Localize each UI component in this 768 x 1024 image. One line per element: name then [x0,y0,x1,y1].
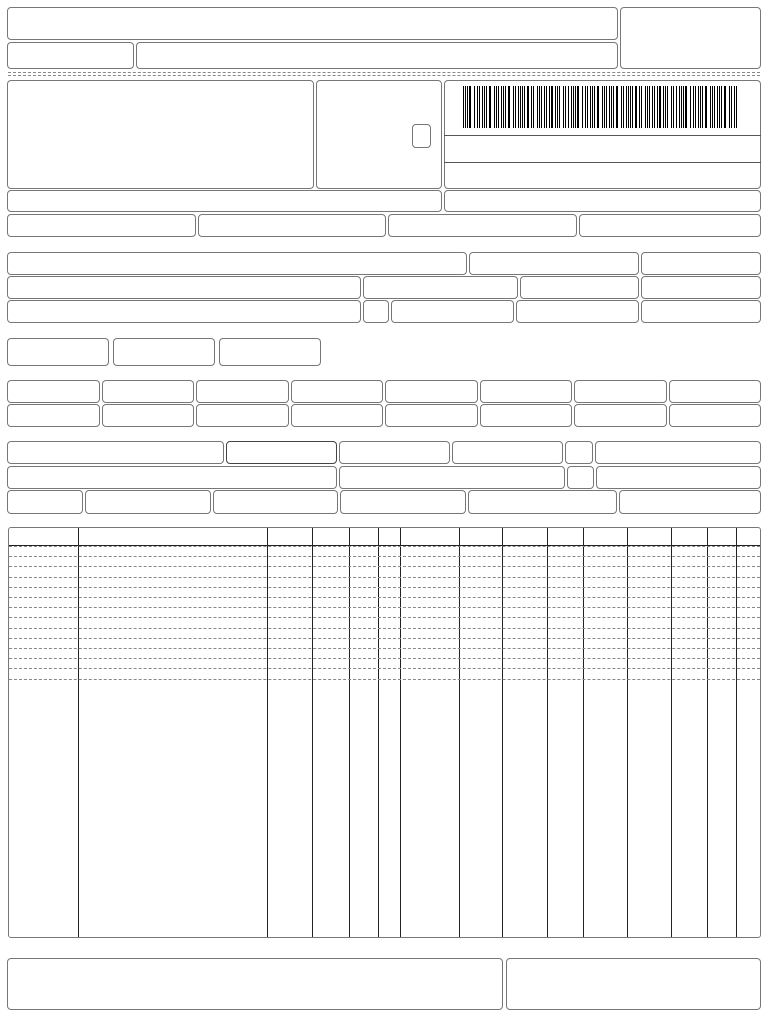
barcode-bar [597,86,599,128]
cut-line-top-2 [8,75,760,76]
barcode-bar [484,86,485,128]
barcode-bar [513,86,514,128]
barcode-bar [645,86,646,128]
shipment-field-10[interactable] [85,490,211,514]
shipment-field-1[interactable] [7,441,224,464]
sender-checkbox[interactable] [412,124,431,148]
barcode-bar [705,86,707,128]
barcode-bar [685,86,687,128]
items-table-column-divider [547,528,548,937]
recipient-country-field[interactable] [444,190,761,212]
items-table-row-line [9,658,760,659]
recipient-field-f[interactable] [516,300,639,323]
items-table-row-line [9,638,760,639]
items-table-row-line [9,628,760,629]
barcode-bar [698,86,699,128]
shipment-field-12[interactable] [340,490,466,514]
items-table-row-line [9,607,760,608]
info-field-1[interactable] [7,214,196,237]
shipment-field-11[interactable] [213,490,338,514]
barcode-bar [606,86,607,128]
barcode-bar [577,86,579,128]
barcode-bar [667,86,668,128]
detail-field-r2-c2[interactable] [102,404,195,427]
barcode-bar [505,86,506,128]
shipment-field-2[interactable] [226,441,337,464]
barcode-bar [611,86,612,128]
barcode-bar [587,86,588,128]
info-field-3[interactable] [388,214,577,237]
barcode-bar [533,86,534,128]
form-code-field[interactable] [7,42,134,69]
detail-field-r1-c8[interactable] [669,380,762,403]
barcode-bar [604,86,605,128]
items-table-row-line [9,587,760,588]
recipient-field-g[interactable] [641,300,761,323]
barcode-bar [563,86,564,128]
barcode-bar [712,86,713,128]
barcode-bar [489,86,491,128]
barcode-bar [522,86,523,128]
barcode-bar [734,86,735,128]
barcode-bar [647,86,648,128]
shipment-check-1[interactable] [565,441,593,464]
barcode-bar [575,86,576,128]
barcode-bar [482,86,483,128]
barcode-bar [479,86,480,128]
items-table-row-line [9,577,760,578]
barcode-bar [469,86,471,128]
barcode-bar [551,86,553,128]
barcode-bar [652,86,653,128]
detail-field-r2-c4[interactable] [291,404,384,427]
barcode-bar [486,86,487,128]
items-table-column-divider [459,528,460,937]
barcode-image [463,86,739,128]
shipment-field-4[interactable] [452,441,563,464]
recipient-field-e[interactable] [641,276,761,299]
barcode-divider-2 [444,162,761,163]
cut-line-top [8,72,760,73]
detail-field-r2-c3[interactable] [196,404,289,427]
barcode-bar [571,86,572,128]
barcode-bar [632,86,633,128]
barcode-bar [474,86,475,128]
items-table-row-line [9,546,760,547]
info-field-2[interactable] [198,214,386,237]
shipment-field-7[interactable] [339,466,565,489]
barcode-bar [635,86,637,128]
barcode-bar [702,86,703,128]
recipient-address-field[interactable] [7,276,361,299]
barcode-bar [736,86,737,128]
barcode-bar [546,86,547,128]
barcode-bar [710,86,711,128]
barcode-bar [503,86,504,128]
barcode-bar [508,86,510,128]
recipient-checkbox[interactable] [363,300,389,323]
barcode-bar [555,86,556,128]
barcode-bar [721,86,722,128]
recipient-field-d[interactable] [520,276,639,299]
barcode-bar [628,86,629,128]
form-title-field[interactable] [7,7,618,40]
detail-field-r1-c1[interactable] [7,380,100,403]
barcode-bar [544,86,545,128]
form-subtitle-field[interactable] [136,42,618,69]
barcode-bar [616,86,618,128]
barcode-bar [621,86,622,128]
barcode-bar [630,86,631,128]
barcode-bar [463,86,464,128]
barcode-bar [477,86,478,128]
barcode-bar [585,86,586,128]
barcode-bar [518,86,519,128]
form-number-box[interactable] [620,7,761,69]
shipment-field-5[interactable] [595,441,761,464]
detail-field-r1-c2[interactable] [102,380,195,403]
barcode-bar [590,86,591,128]
sender-country-field[interactable] [7,190,442,212]
items-table-row-line [9,566,760,567]
recipient-postal-field[interactable] [391,300,514,323]
barcode-bar [719,86,720,128]
barcode-bar [515,86,516,128]
recipient-field-b[interactable] [641,252,761,275]
barcode-bar [501,86,502,128]
barcode-bar [602,86,603,128]
detail-field-r2-c7[interactable] [574,404,667,427]
items-table-column-divider [267,528,268,937]
items-table-row-line [9,679,760,680]
barcode-bar [531,86,532,128]
items-table-column-divider [502,528,503,937]
barcode-bar [731,86,732,128]
barcode-bar [465,86,466,128]
detail-field-r2-c5[interactable] [385,404,478,427]
recipient-field-c[interactable] [363,276,518,299]
barcode-bar [659,86,661,128]
barcode-bar [663,86,664,128]
barcode-bar [494,86,495,128]
items-table-row-line [9,668,760,669]
items-table-column-divider [583,528,584,937]
detail-field-r2-c1[interactable] [7,404,100,427]
barcode-bar [724,86,726,128]
barcode-bar [496,86,497,128]
detail-field-r2-c6[interactable] [480,404,573,427]
barcode-bar [654,86,655,128]
recipient-name-field[interactable] [7,252,467,275]
barcode-bar [594,86,595,128]
barcode-bar [592,86,593,128]
barcode-bar [613,86,614,128]
barcode-bar [557,86,558,128]
barcode-bar [717,86,718,128]
barcode-bar [639,86,640,128]
barcode-bar [582,86,583,128]
barcode-bar [714,86,715,128]
items-table-column-divider [349,528,350,937]
shipment-check-2[interactable] [567,466,594,489]
remarks-field[interactable] [7,958,503,1010]
barcode-bar [665,86,666,128]
detail-field-r1-c6[interactable] [480,380,573,403]
items-table-column-divider [400,528,401,937]
option-button-2[interactable] [113,338,215,366]
detail-field-r1-c7[interactable] [574,380,667,403]
sender-address-field[interactable] [7,80,314,189]
items-table-column-divider [627,528,628,937]
detail-field-r1-c5[interactable] [385,380,478,403]
barcode-bar [467,86,468,128]
signature-field[interactable] [506,958,761,1010]
barcode-bar [498,86,499,128]
items-table-column-divider [707,528,708,937]
recipient-city-field[interactable] [7,300,361,323]
recipient-field-a[interactable] [469,252,639,275]
barcode-bar [541,86,542,128]
shipment-field-14[interactable] [619,490,761,514]
barcode-bar [626,86,627,128]
items-table-row-line [9,597,760,598]
barcode-divider-1 [444,135,761,136]
shipment-field-3[interactable] [339,441,450,464]
items-table-column-divider [312,528,313,937]
barcode-bar [673,86,674,128]
barcode-bar [676,86,677,128]
items-table-column-divider [671,528,672,937]
shipment-field-9[interactable] [7,490,83,514]
barcode-bar [537,86,538,128]
barcode-bar [520,86,521,128]
shipment-field-13[interactable] [468,490,617,514]
barcode-bar [559,86,560,128]
barcode-bar [623,86,624,128]
barcode-bar [690,86,691,128]
barcode-bar [573,86,574,128]
barcode-bar [649,86,650,128]
barcode-bar [524,86,525,128]
items-table-column-divider [78,528,79,937]
barcode-bar [681,86,682,128]
shipment-field-8[interactable] [596,466,761,489]
items-table [8,527,761,938]
barcode-bar [641,86,642,128]
option-button-1[interactable] [7,338,109,366]
barcode-bar [679,86,680,128]
barcode-bar [683,86,684,128]
barcode-bar [539,86,540,128]
barcode-bar [671,86,672,128]
barcode-bar [700,86,701,128]
items-table-column-divider [378,528,379,937]
items-table-column-divider [736,528,737,937]
barcode-bar [568,86,569,128]
barcode-bar [609,86,610,128]
barcode-bar [693,86,694,128]
items-table-row-line [9,648,760,649]
barcode-bar [729,86,730,128]
detail-field-r1-c4[interactable] [291,380,384,403]
items-table-row-line [9,556,760,557]
shipment-field-6[interactable] [7,466,337,489]
info-field-4[interactable] [579,214,761,237]
barcode-bar [527,86,529,128]
barcode-bar [565,86,566,128]
items-table-row-line [9,617,760,618]
detail-field-r2-c8[interactable] [669,404,762,427]
option-button-3[interactable] [219,338,321,366]
barcode-bar [549,86,550,128]
barcode-bar [657,86,658,128]
detail-field-r1-c3[interactable] [196,380,289,403]
barcode-bar [695,86,696,128]
